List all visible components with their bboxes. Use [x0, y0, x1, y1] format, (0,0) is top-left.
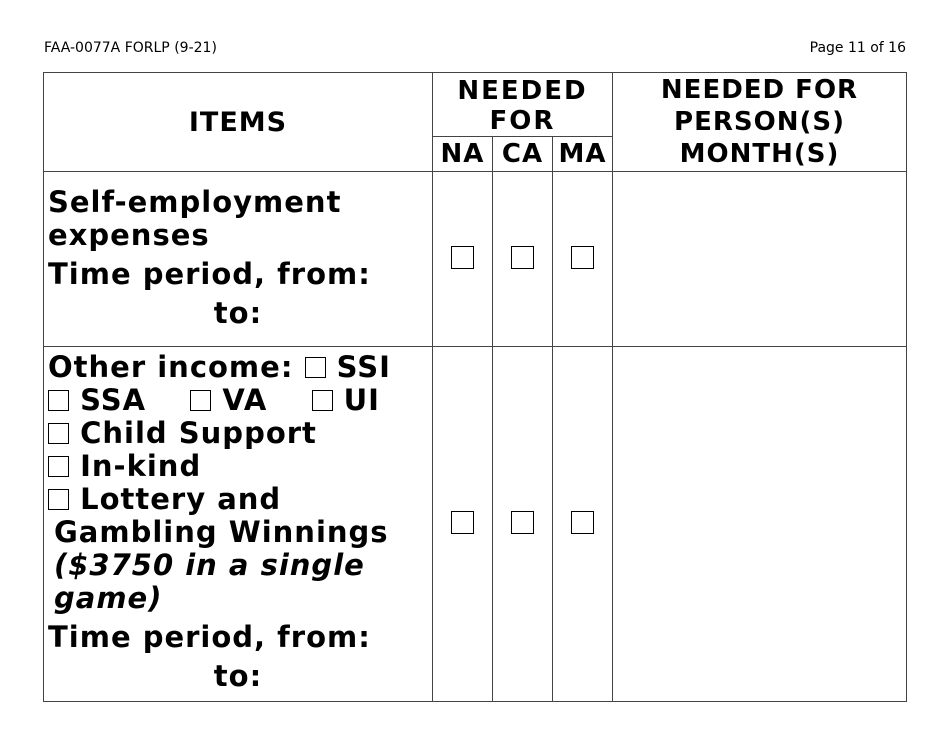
self-employment-title-1: Self-employment: [48, 185, 342, 219]
self-employment-na-checkbox[interactable]: [451, 246, 474, 269]
self-employment-cell: [44, 172, 433, 347]
form-id: FAA-0077A FORLP (9-21): [44, 40, 217, 56]
table-row: [44, 172, 907, 347]
table-row: [44, 347, 907, 702]
ui-label: UI: [343, 383, 380, 417]
ssa-checkbox[interactable]: [48, 390, 69, 411]
needed-for-header: [433, 73, 613, 137]
time-period-from-label: Time period, from:: [48, 257, 371, 291]
ma-header: MA: [553, 137, 613, 172]
ssa-label: SSA: [80, 383, 147, 417]
self-employment-ca-checkbox[interactable]: [511, 246, 534, 269]
time-period-to-label-2: to:: [213, 659, 263, 693]
other-income-ma-checkbox[interactable]: [571, 511, 594, 534]
ca-header: CA: [493, 137, 553, 172]
items-header: ITEMS: [44, 73, 433, 172]
lottery-label-1: Lottery and: [80, 482, 282, 516]
lottery-label-2: Gambling Winnings: [54, 515, 389, 549]
time-period-to-label: to:: [213, 296, 263, 330]
va-checkbox[interactable]: [190, 390, 211, 411]
lottery-note-1: ($3750 in a single: [54, 548, 365, 582]
other-income-persons-months-field[interactable]: [613, 347, 907, 702]
in-kind-label: In-kind: [80, 449, 202, 483]
self-employment-title-2: expenses: [48, 218, 210, 252]
persons-header-line3: MONTH(S): [679, 139, 840, 169]
lottery-note-2: game): [54, 581, 163, 615]
other-income-cell: [44, 347, 433, 702]
self-employment-persons-months-field[interactable]: [613, 172, 907, 347]
persons-months-header: [613, 73, 907, 172]
ssi-label: SSI: [336, 350, 391, 384]
other-income-na-checkbox[interactable]: [451, 511, 474, 534]
self-employment-ma-checkbox[interactable]: [571, 246, 594, 269]
persons-header-line2: PERSON(S): [674, 107, 845, 137]
child-support-checkbox[interactable]: [48, 423, 69, 444]
page-number: Page 11 of 16: [809, 40, 906, 56]
other-income-label: Other income:: [48, 350, 294, 384]
na-header: NA: [433, 137, 493, 172]
time-period-from-label-2: Time period, from:: [48, 620, 371, 654]
child-support-label: Child Support: [80, 416, 317, 450]
needed-items-table: [43, 72, 907, 702]
lottery-checkbox[interactable]: [48, 489, 69, 510]
ui-checkbox[interactable]: [312, 390, 333, 411]
other-income-ca-checkbox[interactable]: [511, 511, 534, 534]
in-kind-checkbox[interactable]: [48, 456, 69, 477]
ssi-checkbox[interactable]: [305, 357, 326, 378]
va-label: VA: [222, 383, 268, 417]
persons-header-line1: NEEDED FOR: [660, 75, 859, 105]
needed-for-label: NEEDED FOR: [457, 75, 588, 136]
